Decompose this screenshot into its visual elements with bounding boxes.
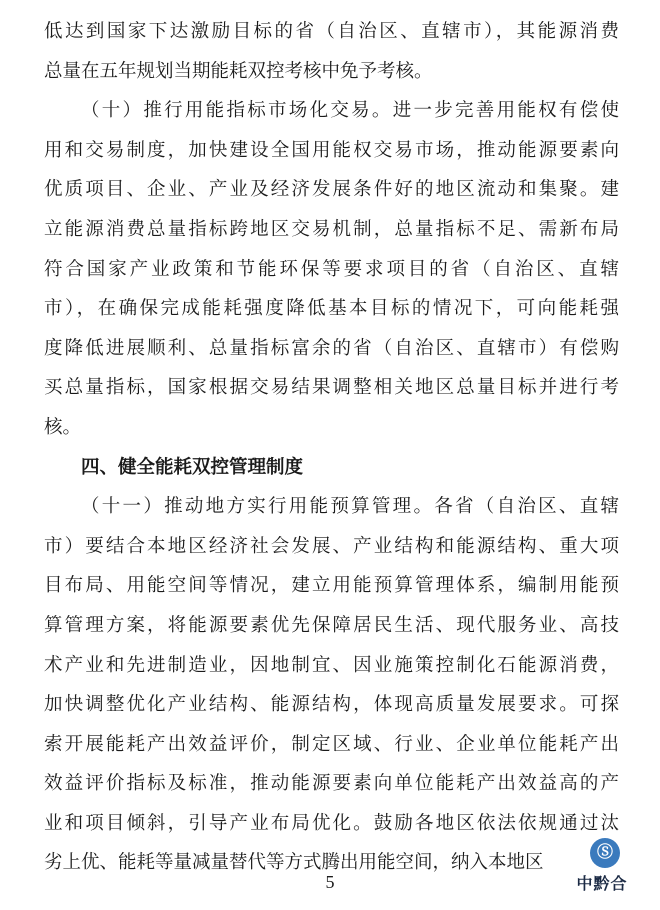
text-line: 市）要结合本地区经济社会发展、产业结构和能源结构、重大项 [44, 535, 619, 557]
page-number: 5 [325, 872, 335, 892]
text-line: 用和交易制度，加快建设全国用能权交易市场，推动能源要素向 [44, 139, 619, 161]
text-line: 市），在确保完成能耗强度降低基本目标的情况下，可向能耗强 [44, 298, 619, 320]
text-span: 各省（自治区、直辖 [434, 496, 619, 518]
item-11-first-line [44, 487, 619, 527]
watermark-text: 中黔合 [576, 874, 628, 893]
text-line: 度降低进展顺利、总量指标富余的省（自治区、直辖市）有偿购 [44, 337, 619, 359]
text-line: 符合国家产业政策和节能环保等要求项目的省（自治区、直辖 [44, 258, 619, 280]
text-line: 买总量指标，国家根据交易结果调整相关地区总量目标并进行考 [44, 377, 619, 399]
text-line: 加快调整优化产业结构、能源结构，体现高质量发展要求。可探 [44, 694, 619, 716]
text-line: 劣上优、能耗等量减量替代等方式腾出用能空间，纳入本地区 [44, 852, 544, 874]
item-11-heading: （十一）推动地方实行用能预算管理。 [81, 496, 435, 518]
logo-icon: Ⓢ [590, 838, 620, 868]
text-line: 目布局、用能空间等情况，建立用能预算管理体系，编制用能预 [44, 575, 619, 597]
item-10-heading: （十）推行用能指标市场化交易。 [81, 100, 393, 122]
watermark-logo [566, 838, 638, 902]
text-line: 低达到国家下达激励目标的省（自治区、直辖市），其能源消费 [44, 21, 619, 42]
text-line: 索开展能耗产出效益评价，制定区域、行业、企业单位能耗产出 [44, 733, 619, 755]
item-10-first-line [44, 91, 619, 131]
text-line: 算管理方案，将能源要素优先保障居民生活、现代服务业、高技 [44, 614, 619, 636]
text-line: 立能源消费总量指标跨地区交易机制，总量指标不足、需新布局 [44, 218, 619, 240]
text-line: 总量在五年规划当期能耗双控考核中免予考核。 [44, 60, 433, 82]
text-line: 效益评价指标及标准，推动能源要素向单位能耗产出效益高的产 [44, 773, 619, 795]
text-line: 术产业和先进制造业，因地制宜、因业施策控制化石能源消费， [44, 654, 619, 676]
document-page [44, 0, 619, 883]
text-span: 进一步完善用能权有偿使 [392, 100, 619, 122]
text-line: 业和项目倾斜，引导产业布局优化。鼓励各地区依法依规通过汰 [44, 812, 619, 834]
text-line: 核。 [44, 416, 82, 438]
text-line: 优质项目、企业、产业及经济发展条件好的地区流动和集聚。建 [44, 179, 619, 201]
section-heading: 四、健全能耗双控管理制度 [81, 456, 304, 478]
